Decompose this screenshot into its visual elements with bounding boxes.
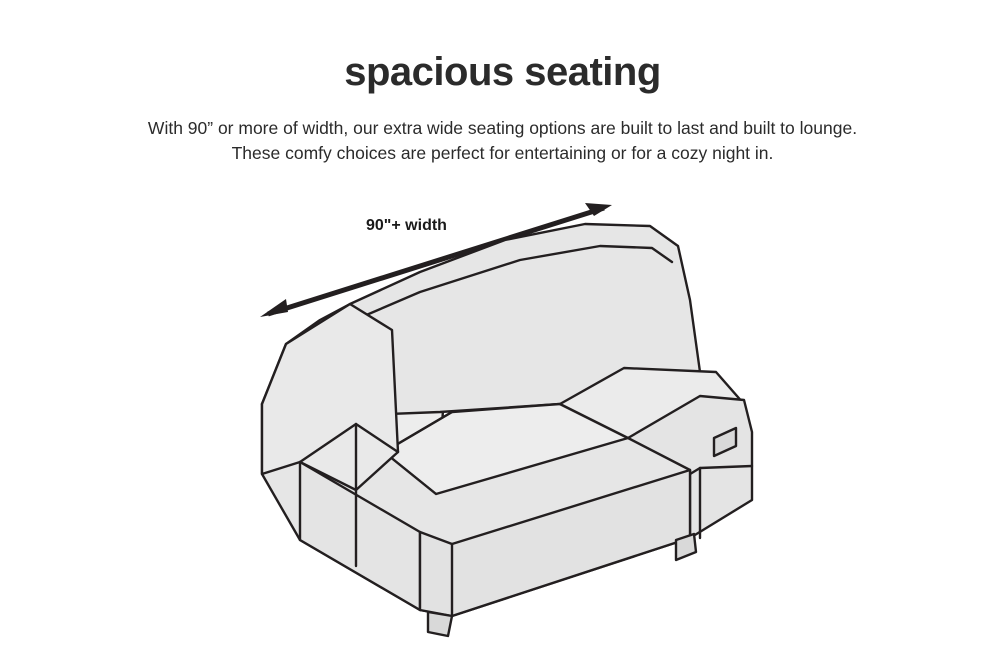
- sofa-line-drawing: [262, 224, 752, 636]
- description-line-1: With 90” or more of width, our extra wide seating options are built to last and built to lounge.: [147, 118, 858, 138]
- description-line-2: These comfy choices are perfect for entertaining or for a cozy night in.: [231, 143, 774, 164]
- page-title: spacious seating: [344, 50, 661, 94]
- dimension-label: 90"+ width: [366, 217, 447, 234]
